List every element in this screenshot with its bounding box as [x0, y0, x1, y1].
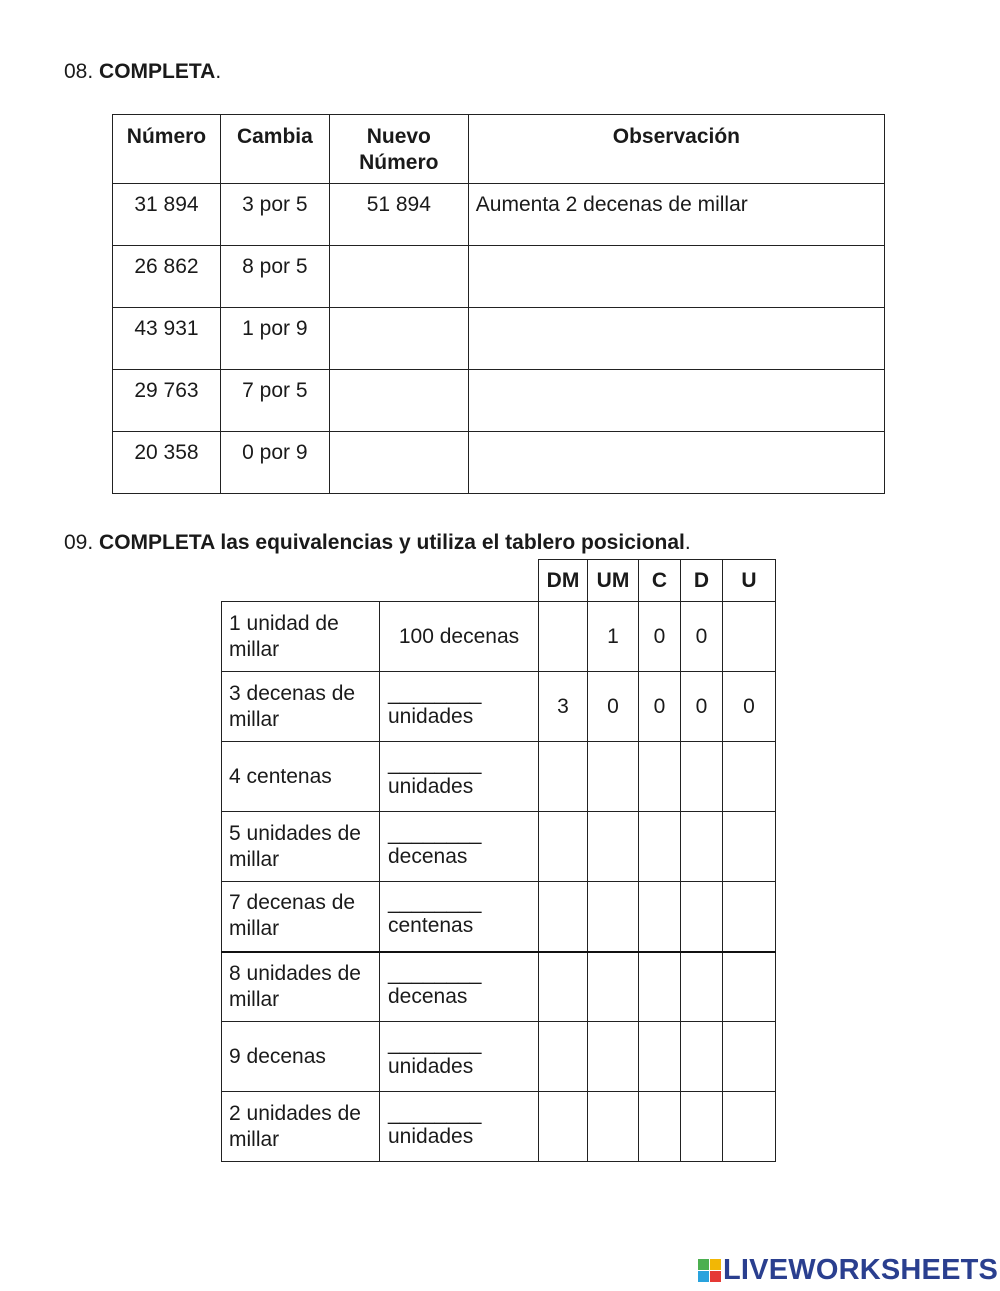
cell-equivalence[interactable] [380, 742, 539, 812]
cell-d[interactable] [681, 952, 723, 1022]
cell-dm: 3 [539, 672, 588, 742]
cell-numero: 31 894 [113, 184, 221, 246]
table-row [113, 308, 885, 370]
cell-c[interactable] [639, 812, 681, 882]
cell-description: 2 unidades de millar [222, 1092, 380, 1162]
header-d: D [681, 560, 723, 602]
cell-numero: 20 358 [113, 432, 221, 494]
answer-blank[interactable]: ________ [388, 1031, 482, 1055]
equivalence-unit: centenas [388, 914, 474, 938]
cell-u[interactable] [723, 602, 776, 672]
table-row [222, 952, 776, 1022]
cell-description: 1 unidad de millar [222, 602, 380, 672]
header-c: C [639, 560, 681, 602]
cell-c[interactable] [639, 1092, 681, 1162]
cell-description: 8 unidades de millar [222, 952, 380, 1022]
answer-nuevo-numero[interactable] [329, 246, 468, 308]
table-row [113, 370, 885, 432]
header-nuevo-numero: Nuevo Número [329, 115, 468, 184]
cell-dm[interactable] [539, 812, 588, 882]
cell-d[interactable] [681, 882, 723, 952]
equivalence-unit: unidades [388, 1124, 474, 1148]
table-row [222, 882, 776, 952]
table-row [222, 672, 776, 742]
answer-blank[interactable]: ________ [388, 751, 482, 775]
answer-nuevo-numero[interactable] [329, 432, 468, 494]
table-row [113, 432, 885, 494]
header-um: UM [588, 560, 639, 602]
cell-c[interactable] [639, 1022, 681, 1092]
cell-equivalence[interactable] [380, 882, 539, 952]
cell-u: 0 [723, 672, 776, 742]
question-09-title: 09. COMPLETA las equivalencias y utiliza el tablero posicional. [64, 531, 691, 554]
cell-dm[interactable] [539, 1092, 588, 1162]
cell-u[interactable] [723, 1092, 776, 1162]
cell-c[interactable] [639, 952, 681, 1022]
cell-um[interactable] [588, 812, 639, 882]
cell-d[interactable] [681, 1022, 723, 1092]
cell-c: 0 [639, 672, 681, 742]
liveworksheets-logo-icon [698, 1259, 721, 1282]
cell-d: 0 [681, 602, 723, 672]
cell-description: 5 unidades de millar [222, 812, 380, 882]
cell-um[interactable] [588, 742, 639, 812]
cell-u[interactable] [723, 742, 776, 812]
liveworksheets-logo [698, 1255, 998, 1285]
cell-dm[interactable] [539, 742, 588, 812]
question-instruction: COMPLETA [99, 60, 216, 83]
cell-um: 1 [588, 602, 639, 672]
question-number: 08. [64, 60, 94, 83]
cell-equivalence[interactable] [380, 1022, 539, 1092]
answer-blank[interactable]: ________ [388, 681, 482, 705]
answer-nuevo-numero: 51 894 [329, 184, 468, 246]
place-value-table [221, 559, 776, 1162]
question-08-title: 08. COMPLETA. [64, 60, 222, 83]
cell-equivalence[interactable] [380, 672, 539, 742]
equivalence-unit: decenas [388, 984, 468, 1008]
header-u: U [723, 560, 776, 602]
equivalence-unit: unidades [388, 1054, 474, 1078]
cell-description: 7 decenas de millar [222, 882, 380, 952]
cell-u[interactable] [723, 882, 776, 952]
cell-um[interactable] [588, 1022, 639, 1092]
answer-observacion[interactable] [468, 432, 884, 494]
cell-d[interactable] [681, 812, 723, 882]
cell-cambia: 7 por 5 [220, 370, 329, 432]
cell-dm[interactable] [539, 882, 588, 952]
answer-blank[interactable]: ________ [388, 821, 482, 845]
cell-equivalence[interactable] [380, 812, 539, 882]
cell-equivalence[interactable] [380, 1092, 539, 1162]
cell-numero: 29 763 [113, 370, 221, 432]
cell-um[interactable] [588, 1092, 639, 1162]
cell-dm[interactable] [539, 952, 588, 1022]
cell-description: 4 centenas [222, 742, 380, 812]
table-row [113, 184, 885, 246]
answer-nuevo-numero[interactable] [329, 370, 468, 432]
cell-c[interactable] [639, 742, 681, 812]
table-row [113, 246, 885, 308]
cell-c: 0 [639, 602, 681, 672]
answer-blank[interactable]: ________ [388, 961, 482, 985]
cell-cambia: 1 por 9 [220, 308, 329, 370]
header-observacion: Observación [468, 115, 884, 184]
cell-dm[interactable] [539, 602, 588, 672]
cell-cambia: 3 por 5 [220, 184, 329, 246]
cell-um[interactable] [588, 882, 639, 952]
answer-blank[interactable]: ________ [388, 891, 482, 915]
cell-um[interactable] [588, 952, 639, 1022]
cell-equivalence: 100 decenas [380, 602, 539, 672]
cell-dm[interactable] [539, 1022, 588, 1092]
cell-numero: 26 862 [113, 246, 221, 308]
table-row [222, 602, 776, 672]
question-instruction: COMPLETA las equivalencias y utiliza el tablero posicional [99, 531, 685, 554]
table-row [222, 1092, 776, 1162]
cell-d[interactable] [681, 1092, 723, 1162]
equivalence-unit: decenas [388, 844, 468, 868]
cell-u[interactable] [723, 1022, 776, 1092]
cell-um: 0 [588, 672, 639, 742]
answer-observacion[interactable] [468, 370, 884, 432]
equivalence-unit: unidades [388, 774, 474, 798]
cell-description: 9 decenas [222, 1022, 380, 1092]
table-row [222, 812, 776, 882]
header-cambia: Cambia [220, 115, 329, 184]
cell-numero: 43 931 [113, 308, 221, 370]
header-numero: Número [113, 115, 221, 184]
answer-nuevo-numero[interactable] [329, 308, 468, 370]
cell-d: 0 [681, 672, 723, 742]
table-row [222, 1022, 776, 1092]
cell-equivalence[interactable] [380, 952, 539, 1022]
equivalence-unit: unidades [388, 704, 474, 728]
question-number: 09. [64, 531, 94, 554]
table-header-row [222, 560, 776, 602]
cell-cambia: 0 por 9 [220, 432, 329, 494]
cell-c[interactable] [639, 882, 681, 952]
cell-cambia: 8 por 5 [220, 246, 329, 308]
answer-observacion[interactable] [468, 308, 884, 370]
table-row [222, 742, 776, 812]
logo-text: LIVEWORKSHEETS [723, 1254, 999, 1286]
answer-observacion: Aumenta 2 decenas de millar [468, 184, 884, 246]
digit-change-table [112, 114, 885, 494]
answer-observacion[interactable] [468, 246, 884, 308]
cell-u[interactable] [723, 952, 776, 1022]
table-header-row [113, 115, 885, 184]
cell-d[interactable] [681, 742, 723, 812]
header-dm: DM [539, 560, 588, 602]
cell-description: 3 decenas de millar [222, 672, 380, 742]
cell-u[interactable] [723, 812, 776, 882]
answer-blank[interactable]: ________ [388, 1101, 482, 1125]
